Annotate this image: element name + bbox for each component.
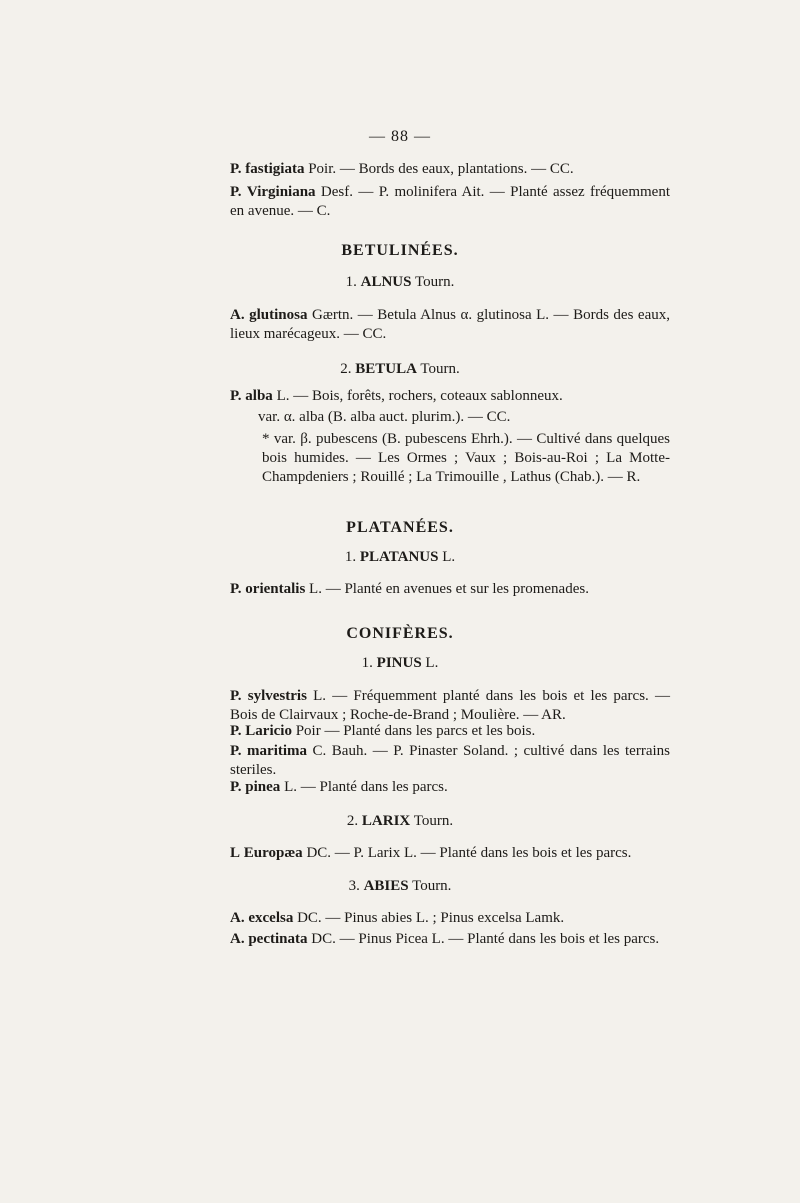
genus-name: BETULA xyxy=(355,361,417,377)
genus-author: L. xyxy=(438,549,456,565)
genus-abbr: P. xyxy=(230,743,242,759)
family-heading-coniferes: CONIFÈRES. xyxy=(346,625,454,642)
genus-author: L. xyxy=(421,655,439,671)
genus-abbr: P. xyxy=(230,723,242,739)
genus-number: 1. xyxy=(345,274,357,290)
genus-name: LARIX xyxy=(361,813,411,829)
genus-number: 2. xyxy=(340,361,352,377)
entry-pinus-pinea xyxy=(230,778,670,797)
entry-pinus-sylvestris xyxy=(230,687,670,725)
genus-heading-larix xyxy=(0,813,800,830)
genus-abbr: P. xyxy=(230,161,242,177)
genus-abbr: P. xyxy=(230,388,242,404)
entry-abies-excelsa xyxy=(230,909,670,928)
genus-abbr: P. xyxy=(230,688,242,704)
entry-text: Poir — Planté dans les parcs et les bois. xyxy=(291,723,536,739)
genus-number: 3. xyxy=(348,878,360,894)
entry-text: Desf. — P. molinifera Ait. — Planté assez fréquemment en avenue. — C. xyxy=(230,184,670,219)
entry-pinus-laricio xyxy=(230,722,670,741)
entry-abies-pectinata xyxy=(230,930,670,949)
entry-text: Poir. — Bords des eaux, plantations. — CC. xyxy=(304,161,574,177)
entry-populus-fastigiata xyxy=(230,160,670,179)
genus-abbr: P. xyxy=(230,581,242,597)
genus-abbr: P. xyxy=(230,779,242,795)
species-name: fastigiata xyxy=(245,161,305,177)
genus-number: 1. xyxy=(361,655,373,671)
genus-abbr: A. xyxy=(230,931,245,947)
genus-name: PLATANUS xyxy=(359,549,439,565)
species-name: pectinata xyxy=(248,931,308,947)
species-name: Europæa xyxy=(243,845,303,861)
genus-abbr: P. xyxy=(230,184,242,200)
species-name: Virginiana xyxy=(246,184,316,200)
genus-heading-alnus xyxy=(0,274,800,291)
species-name: pinea xyxy=(245,779,281,795)
species-name: sylvestris xyxy=(247,688,307,704)
page-number: — 88 — xyxy=(369,128,431,145)
entry-pinus-maritima xyxy=(230,742,670,780)
species-name: excelsa xyxy=(248,910,294,926)
genus-abbr: A. xyxy=(230,910,245,926)
genus-heading-betula xyxy=(0,361,800,378)
species-name: Laricio xyxy=(245,723,292,739)
genus-author: Tourn. xyxy=(411,274,455,290)
entry-text: L. — Planté dans les parcs. xyxy=(280,779,448,795)
entry-text: L. — Bois, forêts, rochers, coteaux sablonneux. xyxy=(272,388,563,404)
entry-populus-virginiana xyxy=(230,183,670,221)
genus-author: Tourn. xyxy=(416,361,460,377)
genus-name: PINUS xyxy=(376,655,422,671)
genus-number: 1. xyxy=(344,549,357,565)
entry-text: C. Bauh. — P. Pinaster Soland. ; cultivé dans les terrains steriles. xyxy=(230,743,670,778)
genus-name: ABIES xyxy=(363,878,409,894)
family-heading-platanees: PLATANÉES. xyxy=(346,519,454,536)
species-name: alba xyxy=(245,388,273,404)
genus-abbr: L xyxy=(230,845,241,861)
entry-betula-alba xyxy=(230,387,670,406)
entry-platanus-orientalis xyxy=(230,580,670,599)
genus-author: Tourn. xyxy=(410,813,454,829)
entry-text: DC. — Pinus abies L. ; Pinus excelsa Lamk. xyxy=(293,910,565,926)
species-name: maritima xyxy=(247,743,308,759)
entry-text: Gærtn. — Betula Alnus α. glutinosa L. — Bords des eaux, lieux marécageux. — CC. xyxy=(230,307,671,342)
species-name: orientalis xyxy=(245,581,306,597)
entry-larix-europaea xyxy=(230,844,670,863)
family-heading-betulinees: BETULINÉES. xyxy=(341,242,459,259)
genus-name: ALNUS xyxy=(360,274,412,290)
genus-abbr: A. xyxy=(230,307,245,323)
genus-heading-abies xyxy=(0,878,800,895)
entry-text: L. — Fréquemment planté dans les bois et les parcs. — Bois de Clairvaux ; Roche-de-Brand ; Moulière. — AR. xyxy=(230,688,670,723)
variety-alba: var. α. alba (B. alba auct. plurim.). — CC. xyxy=(258,409,511,425)
genus-heading-pinus xyxy=(0,655,800,672)
entry-text: DC. — Pinus Picea L. — Planté dans les bois et les parcs. xyxy=(307,931,660,947)
entry-alnus-glutinosa xyxy=(230,306,670,344)
species-name: glutinosa xyxy=(249,307,308,323)
genus-number: 2. xyxy=(346,813,359,829)
variety-pubescens: * var. β. pubescens (B. pubescens Ehrh.). — Cultivé dans quelques bois humides. — Les Ormes ; Vaux ; Bois-au-Roi ; La Motte-Champdeniers ; Rouillé ; La Trimouille , Lathus (Chab.). — R. xyxy=(262,431,670,485)
entry-text: DC. — P. Larix L. — Planté dans les bois et les parcs. xyxy=(302,845,632,861)
genus-author: Tourn. xyxy=(408,878,452,894)
entry-text: L. — Planté en avenues et sur les promenades. xyxy=(305,581,589,597)
genus-heading-platanus xyxy=(0,549,800,566)
